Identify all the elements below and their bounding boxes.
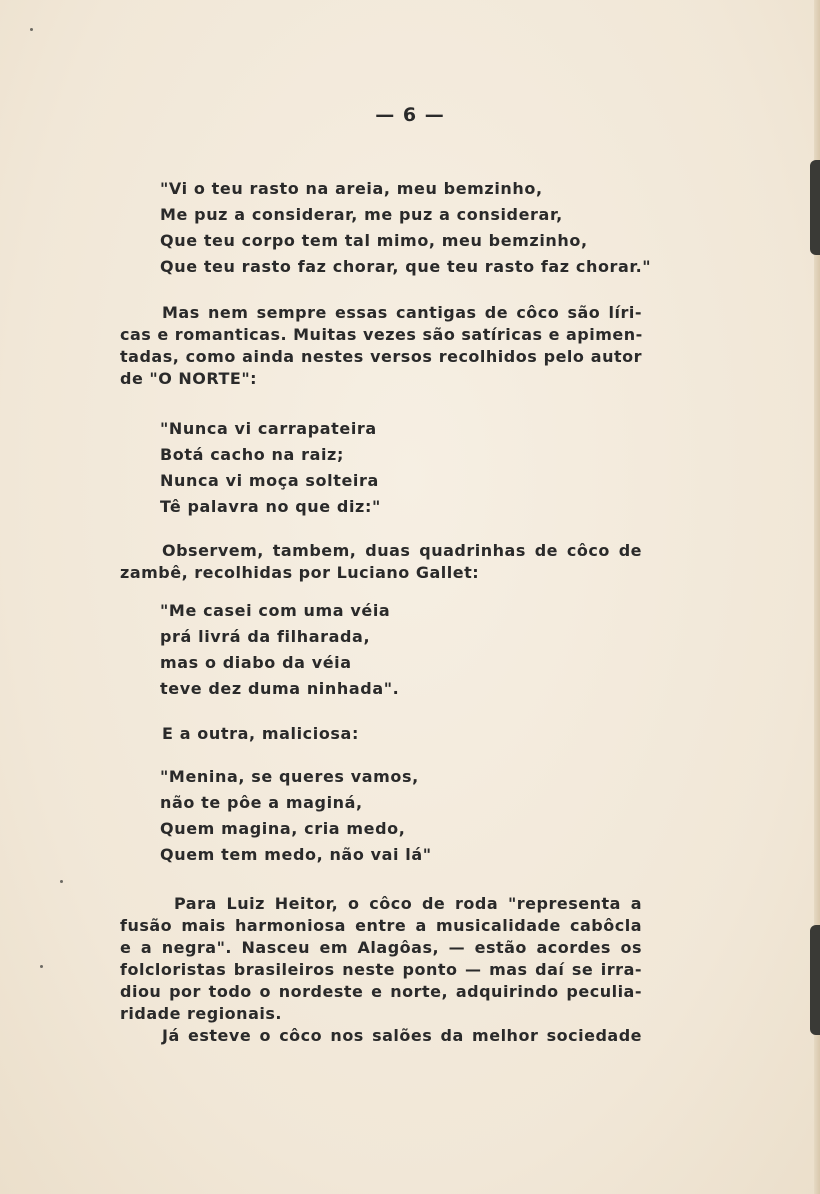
paragraph-line: folcloristas brasileiros neste ponto — mas daí se irra- — [120, 960, 642, 979]
page-number: — 6 — — [375, 104, 445, 126]
paragraph-line: Mas nem sempre essas cantigas de côco são líri- — [162, 303, 642, 322]
paragraph-3 — [120, 893, 642, 1047]
binding-mark-top — [810, 160, 820, 255]
verse-line: "Nunca vi carrapateira — [160, 419, 377, 438]
verse-block-1 — [160, 176, 651, 280]
intro-line: E a outra, maliciosa: — [162, 724, 359, 743]
paragraph-line: ridade regionais. — [120, 1004, 282, 1023]
paragraph-line: de "O NORTE": — [120, 369, 258, 388]
verse-line: Quem tem medo, não vai lá" — [160, 845, 432, 864]
verse-line: não te pôe a maginá, — [160, 793, 363, 812]
verse-block-4 — [160, 764, 432, 868]
paragraph-1 — [120, 302, 643, 390]
paragraph-line: Observem, tambem, duas quadrinhas de côco de — [162, 541, 642, 560]
verse-line: Tê palavra no que diz:" — [160, 497, 381, 516]
paper-speck — [40, 965, 43, 968]
paragraph-2 — [120, 540, 642, 584]
binding-mark-bottom — [810, 925, 820, 1035]
verse-line: Que teu corpo tem tal mimo, meu bemzinho, — [160, 231, 588, 250]
paragraph-line: tadas, como ainda nestes versos recolhidos pelo autor — [120, 347, 642, 366]
verse-block-2 — [160, 416, 381, 520]
paper-speck — [60, 880, 63, 883]
paragraph-line: zambê, recolhidas por Luciano Gallet: — [120, 563, 480, 582]
verse-line: mas o diabo da véia — [160, 653, 352, 672]
verse-line: "Menina, se queres vamos, — [160, 767, 419, 786]
paragraph-line: fusão mais harmoniosa entre a musicalidade cabôcla — [120, 916, 642, 935]
paragraph-line: Para Luiz Heitor, o côco de roda "representa a — [174, 894, 642, 913]
paper-speck — [30, 28, 33, 31]
verse-line: Que teu rasto faz chorar, que teu rasto faz chorar." — [160, 257, 652, 276]
verse-line: teve dez duma ninhada". — [160, 679, 400, 698]
verse-line: Quem magina, cria medo, — [160, 819, 406, 838]
verse-line: Me puz a considerar, me puz a considerar, — [160, 205, 563, 224]
verse-line: "Vi o teu rasto na areia, meu bemzinho, — [160, 179, 543, 198]
verse-line: Nunca vi moça solteira — [160, 471, 379, 490]
verse-line: prá livrá da filharada, — [160, 627, 371, 646]
paragraph-line: diou por todo o nordeste e norte, adquirindo peculia- — [120, 982, 642, 1001]
paragraph-line: e a negra". Nasceu em Alagôas, — estão acordes os — [120, 938, 642, 957]
verse-block-3 — [160, 598, 399, 702]
verse-line: Botá cacho na raiz; — [160, 445, 344, 464]
paragraph-line: Já esteve o côco nos salões da melhor sociedade — [162, 1026, 642, 1045]
verse-line: "Me casei com uma véia — [160, 601, 391, 620]
paragraph-line: cas e romanticas. Muitas vezes são satíricas e apimen- — [120, 325, 643, 344]
